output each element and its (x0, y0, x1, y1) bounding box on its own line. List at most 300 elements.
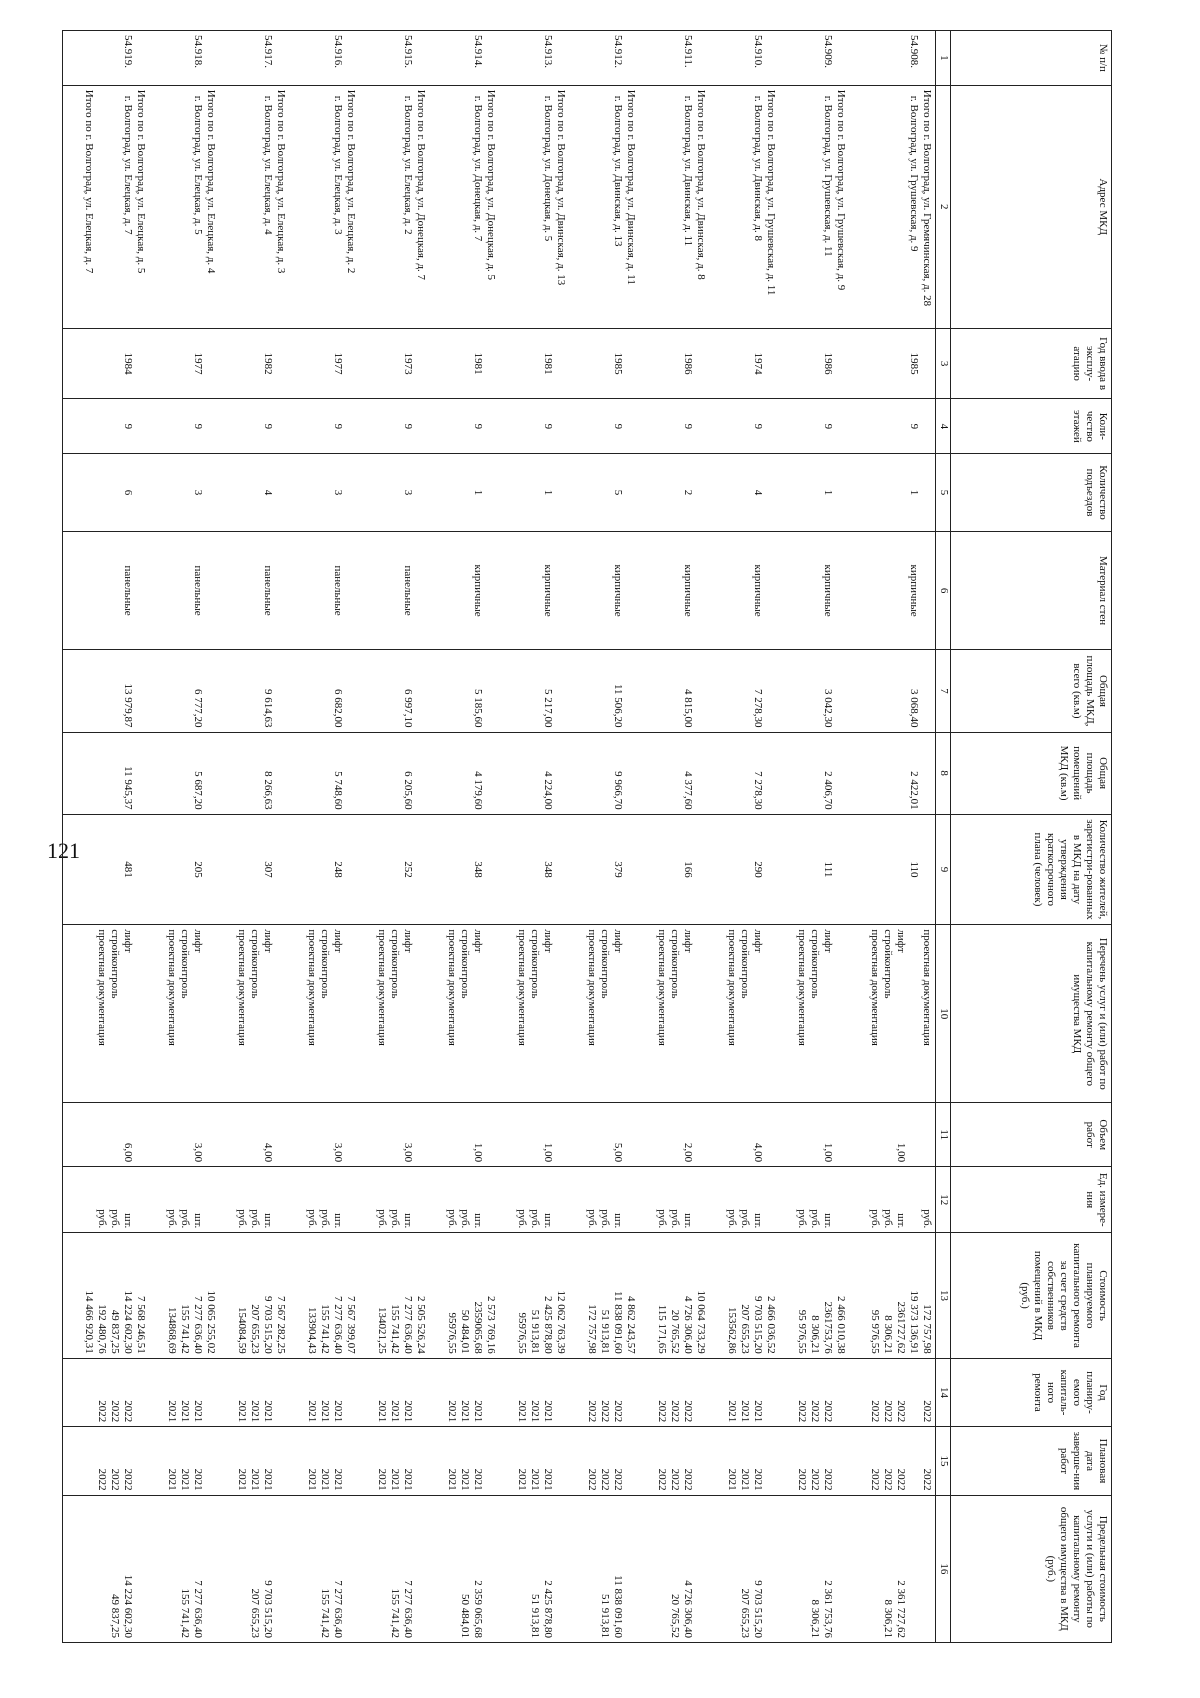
unit: шт. (821, 1213, 834, 1229)
area-rooms-cell (359, 732, 429, 814)
wall-material: кирпичные (908, 564, 920, 617)
row-number: 54.912. (611, 35, 624, 68)
table-row (63, 31, 150, 1643)
area-rooms-cell (709, 732, 779, 814)
row-number: 54.910. (751, 35, 764, 68)
area-rooms: 4 224,00 (541, 771, 554, 810)
address: г. Волгоград, ул. Елецкая, д. 3 (332, 95, 345, 235)
unit: руб. (882, 1209, 894, 1229)
area-total: 4 815,00 (681, 689, 694, 728)
year-built-cell (709, 328, 779, 399)
address: г. Волгоград, ул. Елецкая, д. 2 (402, 95, 415, 235)
plan-year-cell (779, 1358, 849, 1426)
residents-cell (429, 814, 499, 925)
wall-material: кирпичные (541, 564, 554, 617)
row-number-cell (569, 31, 639, 86)
entrances-cell (639, 454, 709, 532)
area-rooms-cell (219, 732, 289, 814)
plan-year: 2022 (96, 1400, 109, 1423)
table-row (289, 31, 359, 1643)
unit: шт. (192, 1213, 205, 1229)
entrances: 3 (402, 489, 415, 496)
end-date-cell (779, 1427, 849, 1495)
volume (585, 1107, 598, 1162)
work-name: лифт (751, 929, 764, 953)
unit: руб. (668, 1209, 681, 1229)
column-number: 10 (936, 925, 951, 1103)
row-number: 54.919. (122, 35, 135, 68)
volume (458, 1107, 471, 1162)
year-built: 1973 (402, 352, 415, 375)
work-name: лифт (472, 929, 485, 953)
column-header: Адрес МКД (951, 85, 1112, 328)
volume: 1,00 (472, 1142, 485, 1163)
work-name: стройконтроль (738, 929, 751, 999)
cost: 7 277 636,40 (402, 1296, 415, 1354)
cost: 153562,86 (725, 1307, 738, 1354)
limit-cost: 2 425 878,80 (541, 1580, 554, 1638)
year-built-cell (149, 328, 219, 399)
area-rooms: 7 278,30 (751, 771, 764, 810)
work-name: проектная документация (921, 929, 933, 1046)
unit: руб. (179, 1209, 192, 1229)
work-name: стройконтроль (459, 929, 472, 999)
end-date: 2022 (795, 1468, 808, 1491)
page-number: 121 (47, 838, 80, 863)
limit-cost: 50 484,01 (459, 1594, 472, 1638)
plan-year: 2021 (306, 1400, 319, 1423)
entrances: 4 (262, 489, 275, 496)
end-date: 2022 (655, 1468, 668, 1491)
unit: шт. (402, 1213, 415, 1229)
address: г. Волгоград, ул. Елецкая, д. 7 (122, 95, 135, 235)
limit-cost: 2 361 753,76 (821, 1580, 834, 1638)
residents-cell (849, 814, 936, 925)
plan-year: 2022 (821, 1400, 834, 1423)
year-built-cell (63, 328, 150, 399)
end-date: 2022 (895, 1468, 907, 1491)
limit-cost: 8 306,21 (882, 1599, 894, 1638)
area-total-cell (779, 650, 849, 732)
limit-cost: 207 655,23 (738, 1588, 751, 1638)
address: г. Волгоград, ул. Двинская, д. 11 (681, 95, 694, 247)
column-header: Предельная стоимость услуги и (или) работы по капитальному ремонту общего имущества в МКД (руб.) (951, 1495, 1112, 1642)
year-built-cell (429, 328, 499, 399)
work-name: проектная документация (585, 929, 598, 1046)
unit: руб. (319, 1209, 332, 1229)
floors-cell (779, 399, 849, 454)
cost-cell (63, 1233, 150, 1358)
volume: 2,00 (681, 1142, 694, 1163)
row-number: 54.909. (821, 35, 834, 68)
plan-year: 2021 (541, 1400, 554, 1423)
area-rooms-cell (569, 732, 639, 814)
address-cell (499, 85, 569, 328)
rotated-page (62, 30, 1112, 1643)
limit-cost (725, 1500, 738, 1638)
plan-year: 2021 (376, 1400, 389, 1423)
year-built: 1977 (332, 352, 345, 375)
end-date: 2022 (611, 1468, 624, 1491)
plan-year: 2021 (262, 1400, 275, 1423)
plan-year: 2021 (446, 1400, 459, 1423)
year-built: 1985 (611, 352, 624, 375)
area-rooms: 6 205,60 (402, 771, 415, 810)
end-date: 2022 (882, 1468, 894, 1491)
area-rooms-cell (849, 732, 936, 814)
entrances-cell (289, 454, 359, 532)
total-cost: 2 573 769,16 (485, 1296, 498, 1354)
work-name: стройконтроль (808, 929, 821, 999)
cost: 207 655,23 (738, 1304, 751, 1354)
limit-cost (868, 1500, 881, 1638)
floors: 9 (821, 423, 834, 430)
work-name: стройконтроль (882, 929, 894, 999)
wall-material-cell (429, 531, 499, 650)
cost: 154084,59 (236, 1307, 249, 1354)
volume: 3,00 (192, 1142, 205, 1163)
address: г. Волгоград, ул. Елецкая, д. 5 (192, 95, 205, 235)
works-cell (849, 925, 936, 1103)
plan-year: 2021 (166, 1400, 179, 1423)
works-cell (639, 925, 709, 1103)
volume (795, 1107, 808, 1162)
area-total: 3 042,30 (821, 689, 834, 728)
unit: руб. (598, 1209, 611, 1229)
row-number-cell (149, 31, 219, 86)
row-number-cell (429, 31, 499, 86)
plan-year: 2022 (921, 1400, 933, 1423)
unit: руб. (376, 1209, 389, 1229)
total-label: Итого по г. Волгоград, ул. Елецкая, д. 7 (83, 89, 96, 274)
area-rooms-cell (149, 732, 219, 814)
limit-cost: 14 224 602,30 (122, 1574, 135, 1638)
table-row (149, 31, 219, 1643)
unit: шт. (895, 1213, 907, 1229)
table-row (359, 31, 429, 1643)
floors-cell (149, 399, 219, 454)
plan-year-cell (289, 1358, 359, 1426)
column-number: 7 (936, 650, 951, 732)
column-header: Объем работ (951, 1103, 1112, 1167)
limit-cost: 51 913,81 (528, 1594, 541, 1638)
floors-cell (849, 399, 936, 454)
residents: 348 (541, 861, 554, 878)
unit-cell (709, 1167, 779, 1233)
year-built: 1986 (681, 352, 694, 375)
limit-cell (289, 1495, 359, 1642)
volume-cell (779, 1103, 849, 1167)
wall-material: кирпичные (821, 564, 834, 617)
total-label: Итого по г. Волгоград, ул. Двинская, д. 8 (694, 89, 707, 280)
unit-cell (429, 1167, 499, 1233)
total-label: Итого по г. Волгоград, ул. Двинская, д. 11 (624, 89, 637, 285)
address-cell (63, 85, 150, 328)
total-cost: 7 568 246,51 (135, 1296, 148, 1354)
unit: руб. (585, 1209, 598, 1229)
entrances: 3 (192, 489, 205, 496)
volume (528, 1107, 541, 1162)
residents: 252 (402, 861, 415, 878)
entrances-cell (849, 454, 936, 532)
end-date-cell (219, 1427, 289, 1495)
cost: 133904,43 (306, 1307, 319, 1354)
residents: 166 (681, 861, 694, 878)
end-date: 2021 (166, 1468, 179, 1491)
plan-year: 2022 (122, 1400, 135, 1423)
work-name: стройконтроль (389, 929, 402, 999)
plan-year-cell (569, 1358, 639, 1426)
row-number-cell (639, 31, 709, 86)
volume (235, 1107, 248, 1162)
cost-cell (359, 1233, 429, 1358)
entrances: 4 (751, 489, 764, 496)
area-total: 6 997,10 (402, 689, 415, 728)
end-date: 2021 (376, 1468, 389, 1491)
cost: 2361727,62 (895, 1301, 907, 1354)
work-name: проектная документация (869, 929, 881, 1046)
wall-material: панельные (122, 565, 135, 616)
end-date: 2021 (319, 1468, 332, 1491)
unit: руб. (808, 1209, 821, 1229)
area-rooms: 9 966,70 (611, 771, 624, 810)
limit-cost (375, 1500, 388, 1638)
area-rooms-cell (499, 732, 569, 814)
address-cell (219, 85, 289, 328)
floors: 9 (751, 423, 764, 430)
cost-cell (219, 1233, 289, 1358)
limit-cell (499, 1495, 569, 1642)
residents: 307 (262, 861, 275, 878)
residents: 205 (192, 861, 205, 878)
work-name: лифт (681, 929, 694, 953)
volume (318, 1107, 331, 1162)
end-date: 2021 (389, 1468, 402, 1491)
table-row (639, 31, 709, 1643)
address-cell (289, 85, 359, 328)
limit-cost: 155 741,42 (319, 1588, 332, 1638)
cost: 207 655,23 (249, 1304, 262, 1354)
plan-year-cell (149, 1358, 219, 1426)
row-number-cell (499, 31, 569, 86)
row-number: 54.917. (262, 35, 275, 68)
volume: 3,00 (402, 1142, 415, 1163)
entrances-cell (429, 454, 499, 532)
column-header: Год планиру-емого капиталь-ного ремонта (951, 1358, 1112, 1426)
cost: 7 277 636,40 (192, 1296, 205, 1354)
cost: 51 913,81 (528, 1309, 541, 1354)
cost: 14 224 602,30 (122, 1290, 135, 1354)
end-date: 2022 (122, 1468, 135, 1491)
unit: шт. (541, 1213, 554, 1229)
works-cell (569, 925, 639, 1103)
volume (808, 1107, 821, 1162)
limit-cost: 207 655,23 (249, 1588, 262, 1638)
limit-cost: 7 277 636,40 (402, 1580, 415, 1638)
work-name: стройконтроль (668, 929, 681, 999)
floors: 9 (541, 423, 554, 430)
total-label: Итого по г. Волгоград, ул. Донецкая, д. 5 (485, 89, 498, 281)
address-cell (359, 85, 429, 328)
residents-cell (359, 814, 429, 925)
volume-cell (63, 1103, 150, 1167)
volume-cell (639, 1103, 709, 1167)
wall-material-cell (63, 531, 150, 650)
area-rooms: 8 266,63 (262, 771, 275, 810)
wall-material-cell (639, 531, 709, 650)
address: г. Волгоград, ул. Двинская, д. 13 (611, 95, 624, 247)
residents-cell (709, 814, 779, 925)
unit-cell (569, 1167, 639, 1233)
limit-cell (709, 1495, 779, 1642)
volume: 3,00 (332, 1142, 345, 1163)
column-header: Коли-чество этажей (951, 399, 1112, 454)
area-total: 6 682,00 (332, 689, 345, 728)
limit-cost: 49 837,25 (109, 1594, 122, 1638)
address: г. Волгоград, ул. Елецкая, д. 4 (262, 95, 275, 235)
limit-cost (585, 1500, 598, 1638)
column-number: 14 (936, 1358, 951, 1426)
work-name: лифт (402, 929, 415, 953)
end-date: 2022 (821, 1468, 834, 1491)
wall-material: кирпичные (681, 564, 694, 617)
floors: 9 (262, 423, 275, 430)
wall-material-cell (359, 531, 429, 650)
address: г. Волгоград, ул. Грушевская, д. 11 (821, 95, 834, 257)
works-cell (63, 925, 150, 1103)
table-row (569, 31, 639, 1643)
entrances-cell (149, 454, 219, 532)
cost: 95 976,55 (869, 1309, 881, 1354)
end-date: 2022 (681, 1468, 694, 1491)
limit-cell (569, 1495, 639, 1642)
limit-cost: 51 913,81 (598, 1594, 611, 1638)
cost: 95 976,55 (795, 1309, 808, 1354)
address-cell (709, 85, 779, 328)
end-date: 2022 (585, 1468, 598, 1491)
end-date: 2022 (109, 1468, 122, 1491)
unit-cell (639, 1167, 709, 1233)
volume (388, 1107, 401, 1162)
entrances-cell (359, 454, 429, 532)
year-built-cell (779, 328, 849, 399)
floors-cell (219, 399, 289, 454)
plan-year: 2021 (319, 1400, 332, 1423)
year-built-cell (639, 328, 709, 399)
cost: 134021,25 (376, 1307, 389, 1354)
area-total: 11 506,20 (611, 683, 624, 728)
cost: 172 757,98 (921, 1304, 933, 1354)
area-total: 3 068,40 (908, 689, 920, 728)
area-rooms: 5 748,60 (332, 771, 345, 810)
work-name: проектная документация (96, 929, 109, 1046)
residents-cell (63, 814, 150, 925)
residents-cell (149, 814, 219, 925)
limit-cost (515, 1500, 528, 1638)
area-total: 9 614,63 (262, 689, 275, 728)
volume (178, 1107, 191, 1162)
works-cell (149, 925, 219, 1103)
cost: 8 306,21 (882, 1315, 894, 1354)
volume: 1,00 (895, 1142, 907, 1163)
volume-cell (359, 1103, 429, 1167)
work-name: лифт (122, 929, 135, 953)
cost: 115 171,65 (655, 1304, 668, 1354)
year-built-cell (569, 328, 639, 399)
work-name: стройконтроль (109, 929, 122, 999)
plan-year: 2021 (179, 1400, 192, 1423)
limit-cost (655, 1500, 668, 1638)
column-number: 11 (936, 1103, 951, 1167)
column-number: 13 (936, 1233, 951, 1358)
unit: шт. (332, 1213, 345, 1229)
plan-year: 2022 (598, 1400, 611, 1423)
work-name: лифт (541, 929, 554, 953)
row-number-cell (709, 31, 779, 86)
volume-cell (429, 1103, 499, 1167)
row-number-cell (63, 31, 150, 86)
row-number-cell (779, 31, 849, 86)
area-total-cell (639, 650, 709, 732)
limit-cost: 20 765,52 (668, 1594, 681, 1638)
unit: руб. (515, 1209, 528, 1229)
total-label: Итого по г. Волгоград, ул. Грушевская, д. 9 (834, 89, 847, 291)
column-number: 1 (936, 31, 951, 86)
wall-material-cell (709, 531, 779, 650)
unit: руб. (306, 1209, 319, 1229)
row-number: 54.915. (402, 35, 415, 68)
cost: 95976,55 (515, 1312, 528, 1354)
column-header: Год ввода в эксплу-атацию (951, 328, 1112, 399)
residents: 110 (908, 861, 920, 878)
total-cost: 2 466 036,52 (764, 1296, 777, 1354)
area-rooms: 5 687,20 (192, 771, 205, 810)
row-number-cell (219, 31, 289, 86)
unit: руб. (655, 1209, 668, 1229)
end-date-cell (499, 1427, 569, 1495)
floors-cell (289, 399, 359, 454)
plan-year: 2022 (109, 1400, 122, 1423)
limit-cost (165, 1500, 178, 1638)
table-row (709, 31, 779, 1643)
volume-cell (219, 1103, 289, 1167)
year-built-cell (359, 328, 429, 399)
end-date: 2021 (528, 1468, 541, 1491)
end-date: 2021 (459, 1468, 472, 1491)
row-number-cell (289, 31, 359, 86)
plan-year: 2021 (236, 1400, 249, 1423)
plan-year-cell (849, 1358, 936, 1426)
cost: 134868,69 (166, 1307, 179, 1354)
limit-cell (639, 1495, 709, 1642)
column-header: Перечень услуг и (или) работ по капитальному ремонту общего имущества МКД (951, 925, 1112, 1103)
column-number: 5 (936, 454, 951, 532)
floors: 9 (472, 423, 485, 430)
work-name: проектная документация (166, 929, 179, 1046)
volume (108, 1107, 121, 1162)
unit: руб. (921, 1209, 933, 1229)
wall-material-cell (569, 531, 639, 650)
cost: 192 480,76 (96, 1304, 109, 1354)
unit-cell (499, 1167, 569, 1233)
plan-year: 2022 (655, 1400, 668, 1423)
residents-cell (219, 814, 289, 925)
address-cell (149, 85, 219, 328)
plan-year-cell (639, 1358, 709, 1426)
table-body (63, 31, 936, 1643)
unit-cell (149, 1167, 219, 1233)
area-total-cell (849, 650, 936, 732)
